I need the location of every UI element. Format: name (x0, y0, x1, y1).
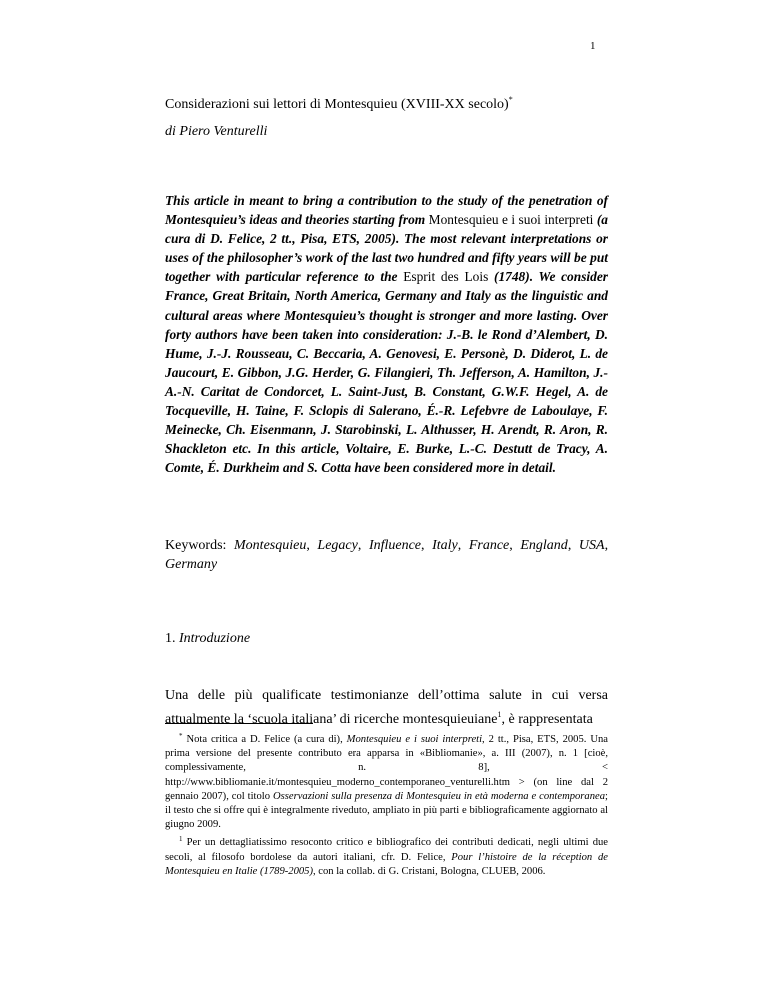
keyword: France (468, 538, 510, 553)
keyword: Germany (165, 557, 218, 572)
footnotes (165, 729, 608, 879)
footnote-mark: 1 (179, 835, 183, 844)
abstract-book-title: Montesquieu e i suoi interpreti (428, 212, 594, 228)
footnote-text: , 2 tt., Pisa, ETS, 2005. Una prima versione del presente contributo era apparsa in «Bibliomanie», a. III (2007), n. 1 [cioè, complessivamente, n. 8], < http://www.bibliomanie.it/montesquieu_moderno_contemporaneo_venturelli.htm > (on line dal 2 gennaio 2007), col titolo (165, 734, 608, 802)
abstract (165, 191, 608, 477)
footnote-text: , con la collab. di G. Cristani, Bologna, CLUEB, 2006. (312, 865, 546, 877)
section-title: Introduzione (179, 631, 251, 646)
title-note-mark[interactable]: * (508, 95, 513, 104)
keyword: USA (578, 538, 605, 553)
keyword: Influence (368, 538, 422, 553)
section-heading (165, 631, 250, 647)
footnote-mark: * (179, 732, 183, 740)
body-text-2: , è rappresentata (501, 712, 593, 727)
footnote-text: ; il testo che si offre qui è integralmente riveduto, ampliato in più parti e bibliograficamente aggiornato al giugno 2009. (165, 790, 608, 831)
title-text: Considerazioni sui lettori di Montesquieu (XVIII-XX secolo) (165, 97, 509, 112)
footnote-article-title: Osservazioni sulla presenza di Montesquieu in età moderna e contemporanea (272, 790, 606, 802)
footnote-divider (165, 723, 313, 724)
keyword: Italy (432, 538, 458, 553)
footnote-book-title: Montesquieu e i suoi interpreti (346, 734, 483, 745)
body-text-1: Una delle più qualificate testimonianze dell’ottima salute in cui versa attualmente la ‘scuola italiana’ di ricerche montesquieuiane (165, 688, 608, 727)
footnote-text: Nota critica a D. Felice (a cura di), (186, 734, 347, 745)
article-title (165, 95, 513, 113)
abstract-work-title: Esprit des Lois (403, 269, 489, 285)
keywords-label: Keywords: (165, 538, 227, 553)
footnote-text: Per un dettagliatissimo resoconto critico e bibliografico dei contributi dedicati, negli ultimi due secoli, al filosofo bordolese da autori italiani, cfr. D. Felice, (165, 837, 608, 863)
abstract-part-3: (1748). We consider France, Great Britain, North America, Germany and Italy as the linguistic and cultural areas where Montesquieu’s thought is stronger and more lasting. Over forty authors have been taken into consideration: J.-B. le Rond d’Alembert, D. Hume, J.-J. Rousseau, C. Beccaria, A. Genovesi, E. Personè, D. Diderot, L. de Jaucourt, E. Gibbon, J.G. Herder, G. Filangieri, Th. Jefferson, A. Hamilton, J.-A.-N. Caritat de Condorcet, L. Saint-Just, B. Constant, G.W.F. Hegel, A. de Tocqueville, H. Taine, F. Sclopis di Salerano, É.-R. Lefebvre de Laboulaye, F. Meinecke, Ch. Eisenmann, J. Starobinski, L. Althusser, H. Arendt, R. Aron, R. Shackleton etc. In this article, Voltaire, E. Burke, L.-C. Destutt de Tracy, A. Comte, É. Durkheim and S. Cotta have been considered more in detail. (165, 269, 608, 476)
page-number: 1 (590, 40, 596, 52)
keyword: Legacy (317, 538, 358, 553)
author-line: di Piero Venturelli (165, 124, 268, 139)
footnote-1 (165, 832, 608, 879)
abstract-part-2: (a cura di D. Felice, 2 tt., Pisa, ETS, 2005). The most relevant interpretations or uses of the philosopher’s work of the last two hundred and fifty years will be put together with particular reference to the (165, 212, 608, 285)
abstract-part-1: This article in meant to bring a contribution to the study of the penetration of Montesquieu’s ideas and theories starting from (165, 193, 608, 228)
keyword: England (520, 538, 568, 553)
keyword: Montesquieu (234, 538, 307, 553)
keywords: Keywords: Montesquieu, Legacy, Influence, Italy, France, England, USA, Germany (165, 538, 609, 572)
footnote-book-title: Pour l’histoire de la réception de Montesquieu en Italie (1789-2005) (165, 851, 608, 877)
section-number: 1. (165, 631, 176, 646)
footnote-star (165, 729, 608, 832)
footnote-ref-1[interactable]: 1 (497, 710, 502, 719)
